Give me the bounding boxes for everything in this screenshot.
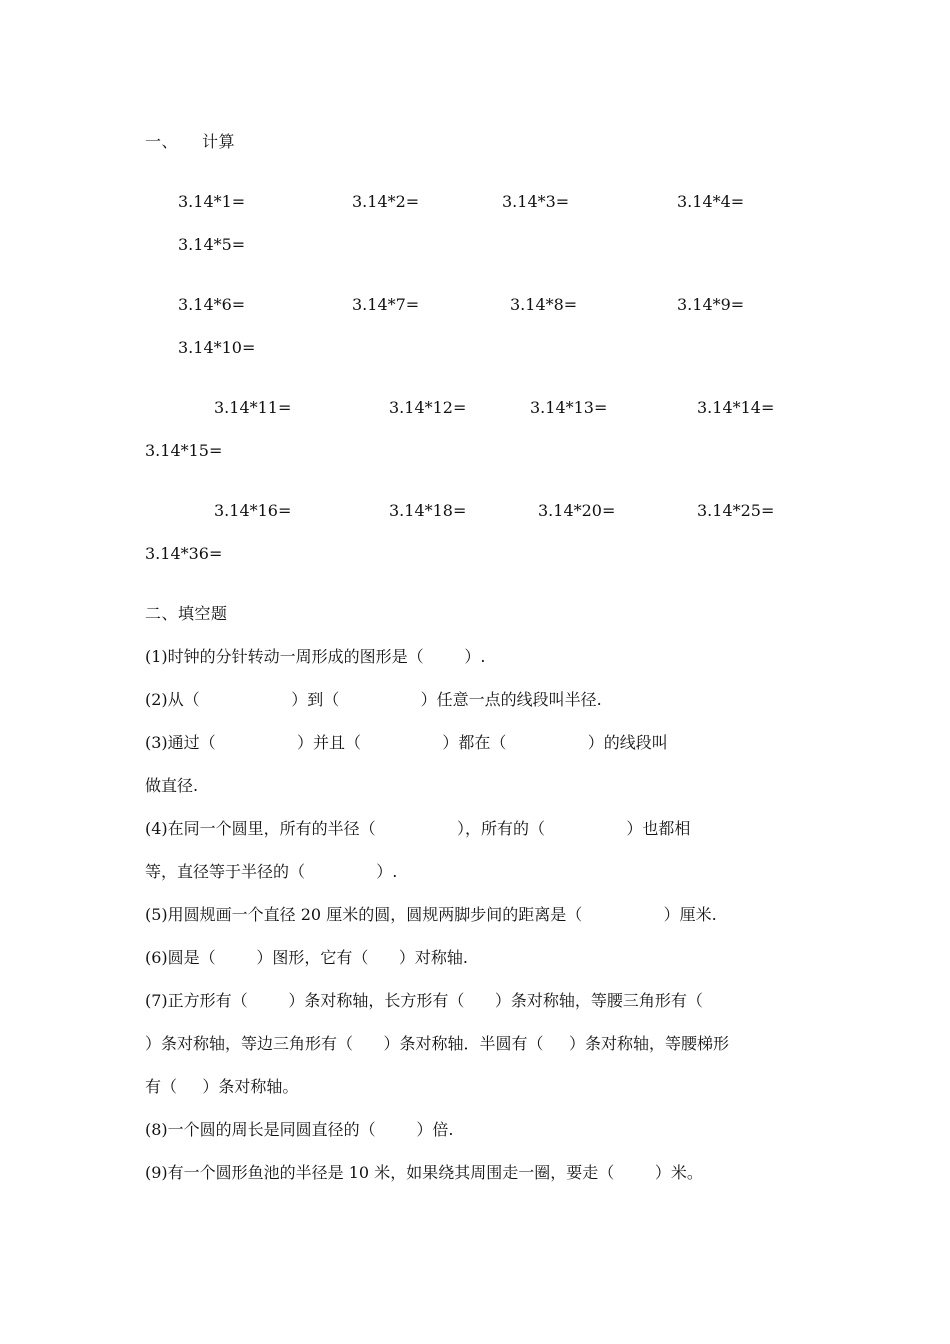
question-line: 等，直径等于半径的（ ）. [145, 862, 398, 881]
calc-item: 3.14*36= [145, 544, 223, 563]
calc-item: 3.14*11= [214, 398, 292, 417]
calc-item: 3.14*13= [530, 398, 608, 417]
calc-item: 3.14*9= [677, 295, 745, 314]
question-line: (9)有一个圆形鱼池的半径是 10 米，如果绕其周围走一圈，要走（ ）米。 [145, 1163, 703, 1182]
calc-item: 3.14*14= [697, 398, 775, 417]
calc-item: 3.14*7= [352, 295, 420, 314]
question-line: (2)从（ ）到（ ）任意一点的线段叫半径. [145, 690, 602, 709]
calc-item: 3.14*20= [538, 501, 616, 520]
calc-item: 3.14*16= [214, 501, 292, 520]
calc-item: 3.14*1= [178, 192, 246, 211]
question-line: (3)通过（ ）并且（ ）都在（ ）的线段叫 [145, 733, 668, 752]
calc-item: 3.14*2= [352, 192, 420, 211]
question-line: (1)时钟的分针转动一周形成的图形是（ ）. [145, 647, 486, 666]
question-line: (7)正方形有（ ）条对称轴，长方形有（ ）条对称轴，等腰三角形有（ [145, 991, 703, 1010]
calc-item: 3.14*18= [389, 501, 467, 520]
question-line: (6)圆是（ ）图形，它有（ ）对称轴. [145, 948, 468, 967]
question-line: (8)一个圆的周长是同圆直径的（ ）倍. [145, 1120, 454, 1139]
question-line: 做直径. [145, 776, 199, 795]
question-line: (5)用圆规画一个直径 20 厘米的圆，圆规两脚步间的距离是（ ）厘米. [145, 905, 717, 924]
calc-item: 3.14*15= [145, 441, 223, 460]
calc-item: 3.14*12= [389, 398, 467, 417]
section-1-title: 计算 [202, 132, 236, 151]
question-line: ）条对称轴，等边三角形有（ ）条对称轴．半圆有（ ）条对称轴，等腰梯形 [145, 1034, 729, 1053]
calc-item: 3.14*8= [510, 295, 578, 314]
section-1-number: 一、 [145, 132, 179, 151]
calc-item: 3.14*25= [697, 501, 775, 520]
calc-item: 3.14*5= [178, 235, 246, 254]
calc-item: 3.14*4= [677, 192, 745, 211]
question-line: 有（ ）条对称轴。 [145, 1077, 299, 1096]
calc-item: 3.14*3= [502, 192, 570, 211]
calc-item: 3.14*6= [178, 295, 246, 314]
calc-item: 3.14*10= [178, 338, 256, 357]
section-2-title: 二、填空题 [145, 604, 228, 623]
question-line: (4)在同一个圆里，所有的半径（ ），所有的（ ）也都相 [145, 819, 691, 838]
